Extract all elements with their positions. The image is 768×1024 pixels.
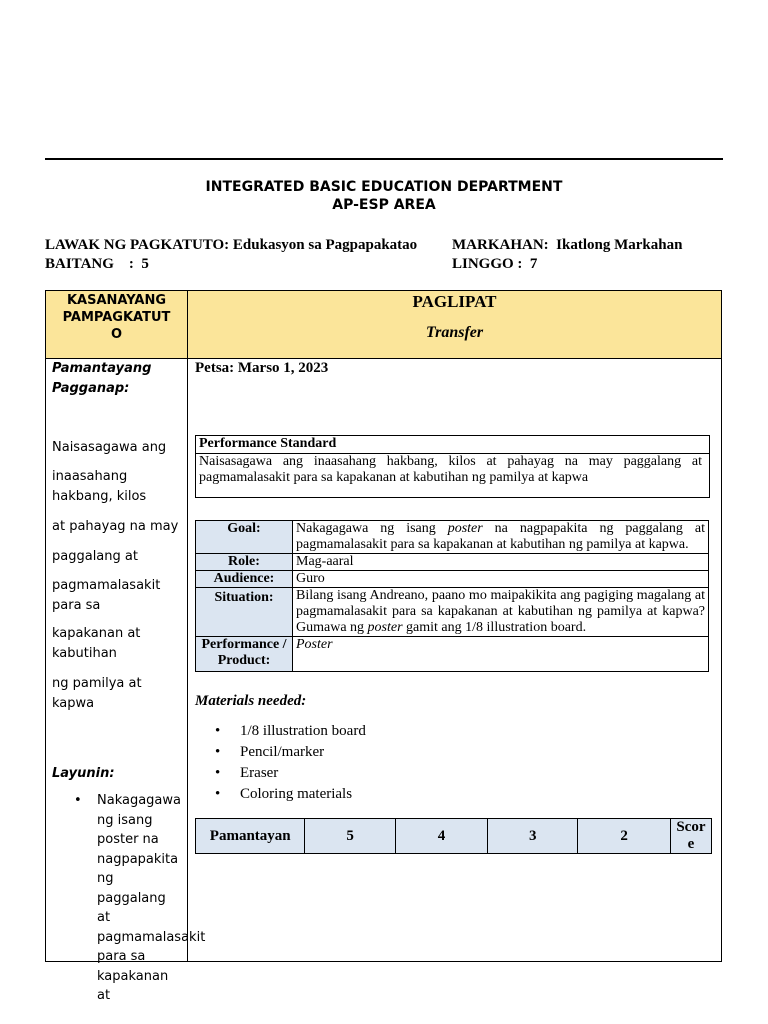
header-rule bbox=[45, 158, 723, 160]
paglipat-title: PAGLIPAT bbox=[412, 292, 497, 311]
transfer-column bbox=[188, 359, 721, 961]
rubric-header-pamantayan: Pamantayan bbox=[196, 819, 305, 854]
pamantayang-text-line: inaasahang hakbang, kilos bbox=[52, 469, 147, 504]
markahan-label: MARKAHAN: Ikatlong Markahan bbox=[452, 237, 683, 253]
role-value: Mag-aaral bbox=[293, 554, 709, 571]
performance-standard-box bbox=[195, 435, 710, 498]
lawak-label: LAWAK NG PAGKATUTO: Edukasyon sa Pagpapakatao bbox=[45, 237, 418, 253]
rubric-header-2: 2 bbox=[578, 819, 670, 854]
performance-product-value: Poster bbox=[293, 637, 709, 672]
list-item: • Eraser bbox=[215, 763, 366, 784]
kasanayan-header bbox=[46, 291, 188, 359]
bullet-icon: • bbox=[74, 793, 82, 808]
layunin-item: Nakagagawa ng isang poster na nagpapakita ng paggalang at pagmamalasakit para sa kapakanan at bbox=[97, 793, 206, 1003]
goal-label: Goal: bbox=[196, 521, 293, 554]
list-item: • 1/8 illustration board bbox=[215, 721, 366, 742]
pamantayang-text-line: pagmamalasakit para sa bbox=[52, 578, 161, 613]
rubric-header-5: 5 bbox=[305, 819, 395, 854]
pamantayang-label: Pamantayang bbox=[52, 361, 152, 376]
grasps-table bbox=[195, 520, 709, 672]
performance-standard-body: Naisasagawa ang inaasahang hakbang, kilos at pahayag na may paggalang at pagmamalasakit para sa kapakanan at kabutihan ng pamilya at kapwa bbox=[199, 454, 702, 485]
linggo-label: LINGGO : 7 bbox=[452, 256, 538, 272]
petsa-label: Petsa: Marso 1, 2023 bbox=[195, 360, 329, 376]
pamantayang-text-line: kapakanan at kabutihan bbox=[52, 626, 141, 661]
lesson-table bbox=[45, 290, 722, 1003]
role-label: Role: bbox=[196, 554, 293, 571]
table-row bbox=[196, 521, 709, 554]
rubric-header-4: 4 bbox=[395, 819, 487, 854]
situation-label: Situation: bbox=[196, 588, 293, 637]
kasanayan-header-line: PAMPAGKATUT bbox=[62, 310, 171, 325]
table-row bbox=[196, 819, 712, 854]
table-row bbox=[196, 554, 709, 571]
materials-list bbox=[215, 721, 366, 805]
paglipat-header bbox=[188, 291, 721, 359]
rubric-table bbox=[195, 818, 712, 854]
transfer-subtitle: Transfer bbox=[425, 324, 484, 341]
rubric-header-3: 3 bbox=[488, 819, 578, 854]
performance-product-label: Performance / Product: bbox=[196, 637, 293, 672]
rubric-header-score: Scor e bbox=[670, 819, 711, 854]
pamantayang-label: Pagganap: bbox=[52, 381, 130, 396]
list-item: • Coloring materials bbox=[215, 784, 366, 805]
situation-value: Bilang isang Andreano, paano mo maipakikita ang pagiging magalang at pagmamalasakit para sa kapakanan at kabutihan ng pamilya at kapwa? Gumawa ng poster gamit ang 1/8 illustration board. bbox=[293, 588, 709, 637]
materials-heading: Materials needed: bbox=[195, 693, 307, 709]
table-row bbox=[196, 571, 709, 588]
competency-column bbox=[46, 359, 206, 1003]
audience-value: Guro bbox=[293, 571, 709, 588]
performance-standard-heading: Performance Standard bbox=[196, 436, 709, 454]
area-title: AP-ESP AREA bbox=[332, 197, 436, 213]
pamantayang-text-line: ng pamilya at kapwa bbox=[52, 676, 142, 711]
pamantayang-text-line: paggalang at bbox=[52, 549, 138, 564]
baitang-label: BAITANG : 5 bbox=[45, 256, 149, 272]
kasanayan-header-line: O bbox=[110, 327, 123, 342]
layunin-label: Layunin: bbox=[52, 766, 115, 781]
table-row bbox=[196, 637, 709, 672]
department-title: INTEGRATED BASIC EDUCATION DEPARTMENT bbox=[205, 179, 563, 195]
table-row bbox=[196, 588, 709, 637]
pamantayang-text-line: Naisasagawa ang bbox=[52, 440, 167, 455]
pamantayang-text-line: at pahayag na may bbox=[52, 519, 179, 534]
audience-label: Audience: bbox=[196, 571, 293, 588]
kasanayan-header-line: KASANAYANG bbox=[66, 293, 167, 308]
list-item: • Pencil/marker bbox=[215, 742, 366, 763]
goal-value: Nakagagawa ng isang poster na nagpapakita ng paggalang at pagmamalasakit para sa kapakanan at kabutihan ng pamilya at kapwa. bbox=[293, 521, 709, 554]
